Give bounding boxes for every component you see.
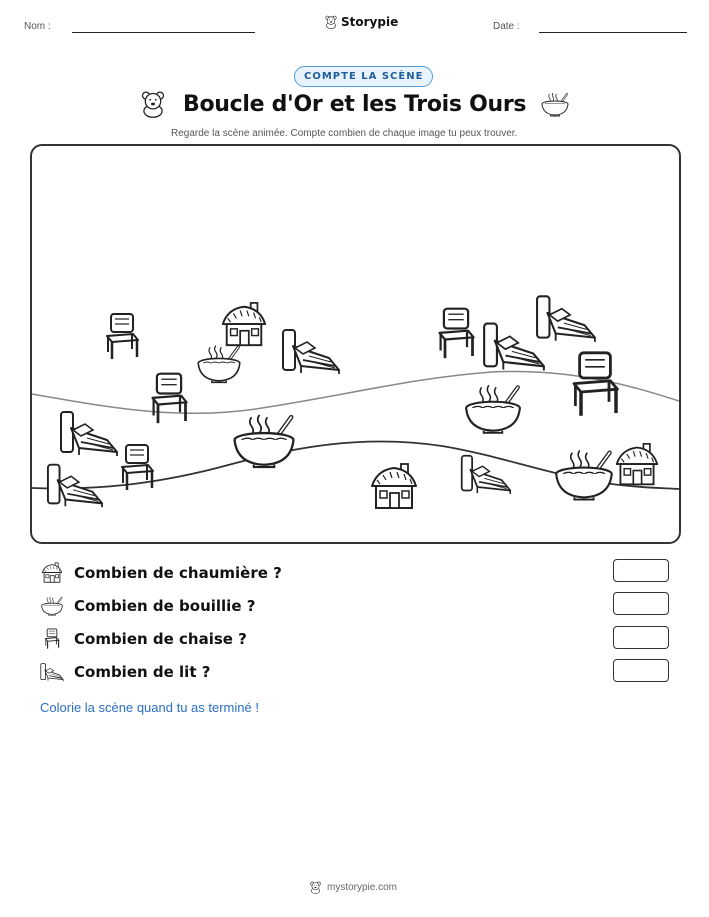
house-icon bbox=[372, 464, 416, 508]
bowl-icon bbox=[466, 385, 520, 433]
answer-box[interactable] bbox=[613, 626, 669, 649]
date-line[interactable] bbox=[539, 32, 687, 33]
question-text: Combien de chaumière ? bbox=[74, 564, 282, 582]
question-text: Combien de lit ? bbox=[74, 663, 211, 681]
question-row bbox=[40, 628, 247, 650]
bed-icon bbox=[462, 456, 511, 494]
house-icon bbox=[223, 303, 265, 345]
footer-url[interactable]: mystorypie.com bbox=[327, 882, 398, 893]
question-row bbox=[40, 661, 210, 683]
bed-icon bbox=[48, 465, 102, 508]
page-title: Boucle d'Or et les Trois Ours bbox=[183, 92, 527, 117]
bear-logo-icon bbox=[324, 15, 338, 29]
chair-icon bbox=[574, 353, 617, 416]
bear-logo-icon bbox=[309, 881, 322, 894]
activity-badge: COMPTE LA SCÈNE bbox=[294, 66, 433, 87]
question-row bbox=[40, 595, 255, 617]
bed-icon bbox=[61, 412, 117, 456]
bowl-icon bbox=[40, 595, 64, 617]
counting-scene bbox=[30, 144, 681, 544]
brand-logo bbox=[324, 15, 398, 29]
chair-icon bbox=[440, 309, 474, 359]
bowl-icon bbox=[556, 450, 611, 499]
bed-icon bbox=[40, 661, 64, 683]
chair-icon bbox=[40, 628, 64, 650]
bed-icon bbox=[537, 296, 595, 341]
bowl-icon bbox=[235, 415, 294, 467]
bed-icon bbox=[283, 330, 339, 374]
answer-box[interactable] bbox=[613, 659, 669, 682]
bed-icon bbox=[484, 324, 544, 371]
bear-icon bbox=[139, 90, 167, 118]
coloring-note: Colorie la scène quand tu as terminé ! bbox=[40, 700, 259, 715]
brand-name: Storypie bbox=[341, 15, 399, 29]
answer-box[interactable] bbox=[613, 559, 669, 582]
bowl-icon bbox=[540, 92, 570, 117]
name-label: Nom : bbox=[24, 21, 51, 32]
chair-icon bbox=[107, 314, 138, 359]
question-text: Combien de bouillie ? bbox=[74, 597, 256, 615]
name-line[interactable] bbox=[72, 32, 255, 33]
bowl-icon bbox=[198, 346, 240, 383]
chair-icon bbox=[153, 374, 187, 424]
answer-box[interactable] bbox=[613, 592, 669, 615]
date-label: Date : bbox=[493, 21, 520, 32]
question-text: Combien de chaise ? bbox=[74, 630, 247, 648]
page-subtitle: Regarde la scène animée. Compte combien de chaque image tu peux trouver. bbox=[171, 128, 518, 139]
house-icon bbox=[617, 444, 657, 484]
footer bbox=[309, 881, 397, 894]
house-icon bbox=[40, 562, 64, 584]
scene-drawing bbox=[32, 146, 679, 542]
question-row bbox=[40, 562, 282, 584]
